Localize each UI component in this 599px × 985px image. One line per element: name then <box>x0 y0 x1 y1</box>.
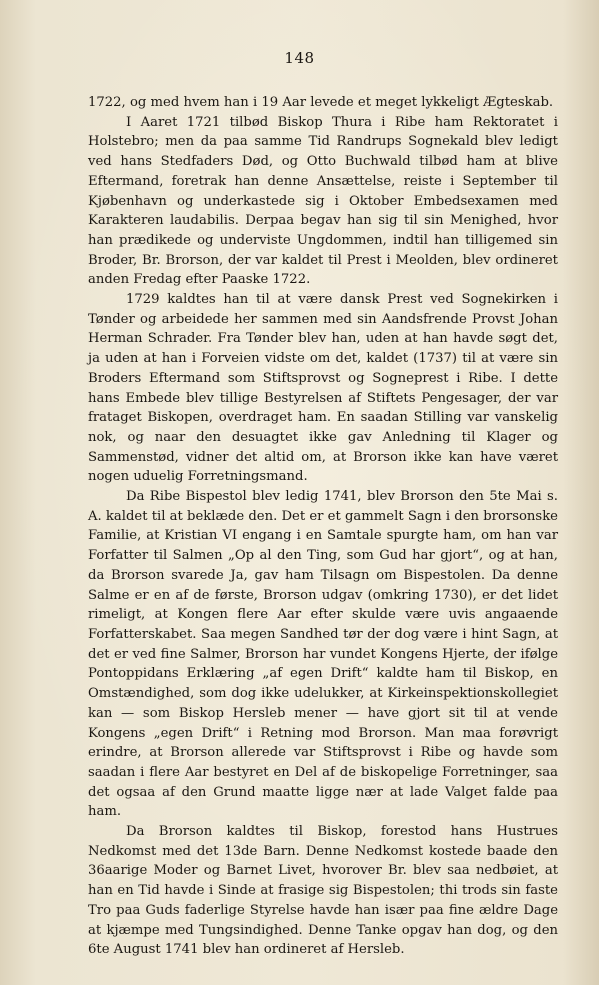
body-text <box>88 93 558 960</box>
paragraph-tonder: 1729 kaldtes han til at være dansk Prest ved Sognekirken i Tønder og arbeidede her sammen med sin Aandsfrende Provst Johan Herman Schrader. Fra Tønder blev han, uden at han havde søgt det, ja uden at han i Forveien vidste om det, kaldet (1737) til at være sin Broders Eftermand som Stiftsprovst og Sogneprest i Ribe. I dette hans Embede blev tillige Bestyrelsen af Stiftets Pengesager, der var frataget Biskopen, overdraget ham. En saadan Stilling var vanskelig nok, og naar den desuagtet ikke gav Anledning til Klager og Sammenstød, vidner det altid om, at Brorson ikke kan have været nogen uduelig Forretningsmand. <box>88 292 558 485</box>
paragraph-continuation: 1722, og med hvem han i 19 Aar levede et meget lykkeligt Ægteskab. <box>88 95 554 110</box>
paragraph-rektoratet: I Aaret 1721 tilbød Biskop Thura i Ribe ham Rektoratet i Holstebro; men da paa samme Tid Randrups Sognekald blev ledigt ved hans Stedfaders Død, og Otto Buchwald tilbød ham at blive Eftermand, foretrak han denne Ansættelse, reiste i September til Kjøbenhavn og underkastede sig i Oktober Embedsexamen med Karakteren laudabilis. Derpaa begav han sig til sin Menighed, hvor han prædikede og underviste Ungdommen, indtil han tilligemed sin Broder, Br. Brorson, der var kaldet til Prest i Meolden, blev ordineret anden Fredag efter Paaske 1722. <box>88 114 558 288</box>
paragraph-bispestol: Da Ribe Bispestol blev ledig 1741, blev Brorson den 5te Mai s. A. kaldet til at beklæde den. Det er et gammelt Sagn i den brorsonske Familie, at Kristian VI engang i en Samtale spurgte ham, om han var Forfatter til Salmen „Op al den Ting, som Gud har gjort“, og at han, da Brorson svarede Ja, gav ham Tilsagn om Bispestolen. Da denne Salme er en af de første, Brorson udgav (omkring 1730), er det lidet rimeligt, at Kongen flere Aar efter skulde være uvis angaaende Forfatterskabet. Saa megen Sandhed tør der dog være i hint Sagn, at det er ved fine Salmer, Brorson har vundet Kongens Hjerte, der ifølge Pontoppidans Erklæring „af egen Drift“ kaldte ham til Biskop, en Omstændighed, som dog ikke udelukker, at Kirkeinspektionskollegiet kan — som Biskop Hersleb mener — have gjort sit til at vende Kongens „egen Drift“ i Retning mod Brorson. Man maa forøvrigt erindre, at Brorson allerede var Stiftsprovst i Ribe og havde som saadan i flere Aar bestyret en Del af de biskopelige Forretninger, saa det ogsaa af den Grund maatte ligge nær at lade Valget falde paa ham. <box>88 489 558 820</box>
page-number: 148 <box>284 49 315 67</box>
paragraph-biskop: Da Brorson kaldtes til Biskop, forestod hans Hustrues Nedkomst med det 13de Barn. Denne Nedkomst kostede baade den 36aarige Moder og Barnet Livet, hvorover Br. blev saa nedbøiet, at han en Tid havde i Sinde at frasige sig Bispestolen; thi trods sin faste Tro paa Guds faderlige Styrelse havde han især paa fine ældre Dage at kjæmpe med Tungsindighed. Denne Tanke opgav han dog, og den 6te August 1741 blev han ordineret af Hersleb. <box>88 824 558 958</box>
